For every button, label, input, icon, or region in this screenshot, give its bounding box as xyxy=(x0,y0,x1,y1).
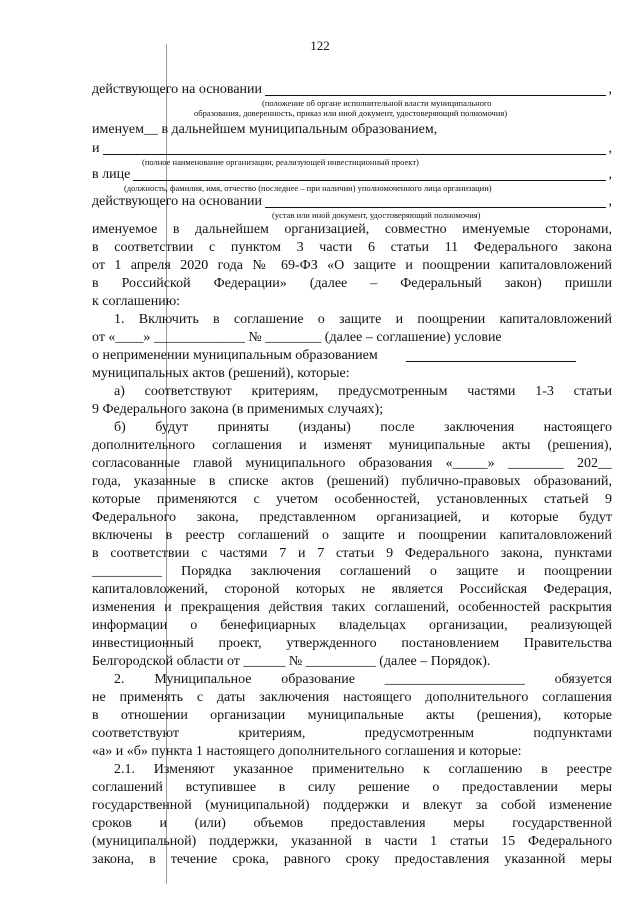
body-line: __________ Порядка заключения соглашений о защите и поощрении xyxy=(92,564,612,579)
body-line: именуемое в дальнейшем организацией, совместно именуемые сторонами, xyxy=(92,222,612,237)
body-line: соответствуют критериям, предусмотренным подпунктами xyxy=(92,726,612,741)
header-text: действующего на основании xyxy=(92,194,263,209)
body-line: которые применяются с учетом особенностей, установленных статьей 9 xyxy=(92,492,612,507)
body-line: капиталовложений, стороной которых не является Российская Федерация, xyxy=(92,582,612,597)
blank-line xyxy=(406,349,576,362)
body-line: дополнительного соглашения и изменят муниципальные акты (решения), xyxy=(92,438,612,453)
comma: , xyxy=(608,167,612,182)
body-line: в отношении организации муниципальные акты (решения), которые xyxy=(92,708,612,723)
header-text: действующего на основании xyxy=(92,82,263,97)
body-line: в соответствии с пунктом 3 части 6 статьи 11 Федерального закона xyxy=(92,240,612,255)
comma: , xyxy=(608,82,612,97)
comma: , xyxy=(608,194,612,209)
body-line: к соглашению: xyxy=(92,294,181,309)
body-line: Белгородской области от ______ № __________ (далее – Порядок). xyxy=(92,654,491,669)
clause-2-title: 2. Муниципальное образование ____________________ обязуется xyxy=(114,672,612,687)
page-number: 122 xyxy=(310,38,330,53)
body-line: изменения и прекращения действия таких соглашений, особенностей раскрытия xyxy=(92,600,612,615)
caption-authority-2: образования, доверенность, приказ или иной документ, удостоверяющий полномочия) xyxy=(194,108,508,118)
body-line: соглашений вступившее в силу решение о предоставлении меры xyxy=(92,780,612,795)
body-text: о неприменении муниципальным образованием xyxy=(92,348,378,363)
header-line-basis xyxy=(92,82,612,98)
body-line: включены в реестр соглашений о защите и поощрении капиталовложений xyxy=(92,528,612,543)
body-line: информации о бенефициарных владельцах организации, реализующей xyxy=(92,618,612,633)
body-line: инвестиционный проект, утвержденного постановлением Правительства xyxy=(92,636,612,651)
body-line: муниципальных актов (решений), которые: xyxy=(92,366,350,381)
blank-line xyxy=(265,83,605,96)
header-text: в лице xyxy=(92,167,131,182)
caption-organization: (полное наименование организации, реализующей инвестиционный проект) xyxy=(142,157,419,167)
clause-1-title: 1. Включить в соглашение о защите и поощрении капиталовложений xyxy=(114,312,612,327)
body-line: в Российской Федерации» (далее – Федеральный закон) пришли xyxy=(92,276,612,291)
header-line-and xyxy=(92,141,612,157)
body-line: от «____» _____________ № ________ (далее – соглашение) условие xyxy=(92,330,502,345)
comma: , xyxy=(608,141,612,156)
body-line: года, указанные в списке актов (решений) публично-правовых образований, xyxy=(92,474,612,489)
caption-authority-1: (положение об органе исполнительной власти муниципального xyxy=(262,98,492,108)
subclause-a: а) соответствуют критериям, предусмотренным частями 1-3 статьи xyxy=(114,384,612,399)
body-line: государственной (муниципальной) поддержки и влекут за собой изменение xyxy=(92,798,612,813)
header-line-basis-2 xyxy=(92,194,612,210)
blank-line xyxy=(103,142,606,155)
body-line xyxy=(92,348,612,364)
clause-2-1-title: 2.1. Изменяют указанное применительно к соглашению в реестре xyxy=(114,762,612,777)
body-line: 9 Федерального закона (в применимых случаях); xyxy=(92,402,384,417)
header-line-named: именуем__ в дальнейшем муниципальным образованием, xyxy=(92,122,438,137)
caption-charter: (устав или иной документ, удостоверяющий полномочия) xyxy=(272,210,481,220)
body-line: сроков и (или) объемов предоставления меры государственной xyxy=(92,816,612,831)
body-line: (муниципальной) поддержки, указанной в части 1 статьи 15 Федерального xyxy=(92,834,612,849)
header-line-person xyxy=(92,167,612,183)
subclause-b: б) будут приняты (изданы) после заключения настоящего xyxy=(114,420,612,435)
caption-person: (должность, фамилия, имя, отчество (последнее – при наличии) уполномоченного лица организации) xyxy=(124,183,492,193)
body-line: согласованные главой муниципального образования «_____» ________ 202__ xyxy=(92,456,612,471)
blank-line xyxy=(265,195,605,208)
header-text: и xyxy=(92,141,100,156)
body-line: закона, в течение срока, равного сроку предоставления указанной меры xyxy=(92,852,612,867)
blank-line xyxy=(133,168,605,181)
body-line: не применять с даты заключения настоящего дополнительного соглашения xyxy=(92,690,612,705)
body-line: от 1 апреля 2020 года № 69-ФЗ «О защите и поощрении капиталовложений xyxy=(92,258,612,273)
body-line: в соответствии с частями 7 и 7 статьи 9 Федерального закона, пунктами xyxy=(92,546,612,561)
body-line: Федерального закона, представленном организацией, и которые будут xyxy=(92,510,612,525)
body-line: «а» и «б» пункта 1 настоящего дополнительного соглашения и которые: xyxy=(92,744,522,759)
